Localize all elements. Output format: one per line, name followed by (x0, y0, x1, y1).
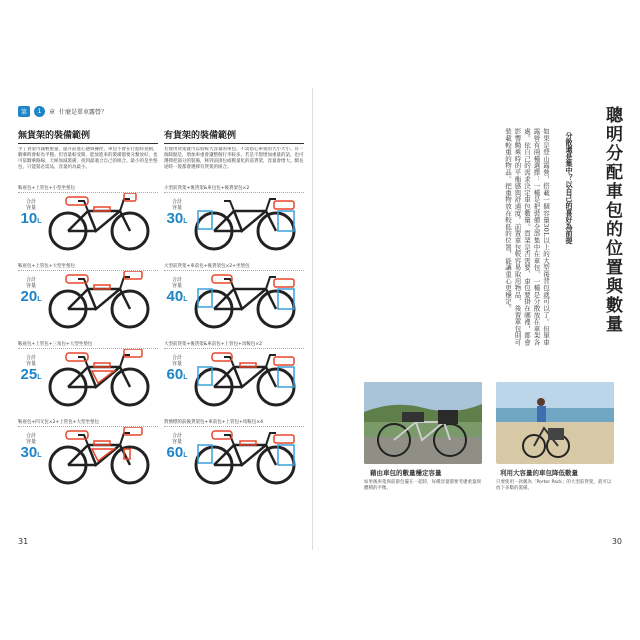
row-label: 鞍座包+上管包+大型坐墊包 (18, 263, 158, 271)
chapter-header (18, 106, 107, 117)
chapter-tab: 第 (18, 106, 30, 117)
photo2-caption: 利用大容量的車包降低數量 (500, 469, 578, 477)
capacity-head2: 容量 (171, 361, 182, 367)
bike-diagram-icon (44, 193, 154, 253)
photo1-caption: 藉由車包的數量穩定容量 (370, 469, 442, 477)
capacity-head2: 容量 (171, 439, 182, 445)
rack-column (164, 128, 304, 497)
row-label: 鞍座包+上管包+三角包+大型坐墊包 (18, 341, 158, 349)
article-body: 如果是登山露營，搭載一個容量30L以上的大型後背包就可以了。但單車露營有兩種選擇：一種是把裝備全部集中在車包，一種是分散放在車架各處。依自己的需求決定車包數量。貨架是否需要、車包要掛在哪裡，都會影響騎乘時的平衡感與舒適度。前置車包較容易取用物品，後置車包則可裝載較重的物品。把重物放在較低的位置，能讓重心更穩定。 (504, 128, 550, 346)
bike-diagram-icon (44, 349, 154, 409)
col2-title: 有貨架的裝備範例 (164, 128, 304, 144)
capacity-head2: 容量 (25, 205, 36, 211)
capacity-head2: 容量 (171, 205, 182, 211)
capacity-value: 60L (166, 444, 188, 461)
row-label: 大型前貨架+車前包+後貨架包×2+坐墊包 (164, 263, 304, 271)
capacity-head: 合計 (171, 199, 182, 205)
chapter-title: 什麼是單車露營？ (59, 109, 108, 116)
capacity-box (18, 433, 44, 464)
no-rack-column (18, 128, 158, 497)
capacity-head2: 容量 (25, 439, 36, 445)
capacity-head: 合計 (171, 433, 182, 439)
capacity-box (18, 277, 44, 308)
article-title: 聰明分配車包的位置與數量 (602, 106, 622, 334)
capacity-row (164, 185, 304, 263)
capacity-row (164, 263, 304, 341)
capacity-head2: 容量 (171, 283, 182, 289)
capacity-head: 合計 (25, 355, 36, 361)
capacity-box (18, 199, 44, 230)
page-number-left: 31 (18, 537, 29, 546)
bike-diagram-icon (190, 193, 300, 253)
capacity-value: 60L (166, 366, 188, 383)
capacity-head2: 容量 (25, 283, 36, 289)
bike-diagram-icon (190, 349, 300, 409)
col1-description: 少了貨架可減輕重量，提升前進心態與操控，車包不會在行進時晃動，騎乘時會較為平穩。但容量較受限，能放進來的裝備都要分類放好，也可依騎乘路線、天候加減裝備，找到最適合自己的組合。最小的是坐墊包，只能裝必需品，容量約為最小。 (18, 147, 158, 170)
row-label: 大型前貨架+後貨架&車前包+上管包+馬鞍包×2 (164, 341, 304, 349)
bike-diagram-icon (44, 271, 154, 331)
photo1-desc: 如果後車架與前掛包擺在一起時，每種容量都要考慮重量與體積的平衡。 (364, 480, 481, 491)
photo2-desc: 只要使用一款稱為「Porter Pack」的大型前貨架，就可以放下多數的裝備。 (496, 480, 612, 491)
photo-beach-rider (496, 382, 614, 464)
left-page (14, 88, 313, 550)
capacity-box (164, 277, 190, 308)
capacity-box (164, 199, 190, 230)
col2-description: 若使用貨架就可以將較大容量的車包、不需搭心車架的大小大小。有一個缺點是，增加車重會讓整個行李較多。若是不想增加重量的話，也可選擇把部分的裝備，移到前掛包或輕量化的前貨架，容量會增大。騎長途時一般都會選擇有貨架的組合。 (164, 147, 304, 170)
right-page (324, 88, 626, 550)
capacity-value: 30L (20, 444, 42, 461)
capacity-box (18, 355, 44, 386)
capacity-head: 合計 (25, 433, 36, 439)
row-label: 對號標的前後貨架包+車前包+上管包+馬鞍包×4 (164, 419, 304, 427)
capacity-row (164, 419, 304, 497)
bike-diagram-icon (44, 427, 154, 487)
capacity-value: 20L (20, 288, 42, 305)
article-subtitle: 分散還是集中？以自己的喜好為前提 (565, 132, 574, 244)
capacity-box (164, 355, 190, 386)
row-label: 小型前貨架+後貨架&車包包+後貨架包×2 (164, 185, 304, 193)
capacity-row (164, 341, 304, 419)
capacity-row (18, 419, 158, 497)
capacity-row (18, 185, 158, 263)
page-number-right: 30 (611, 537, 622, 546)
chapter-suffix: 章 (49, 109, 56, 116)
photo-loaded-bike (364, 382, 482, 464)
row-label: 鞍座包+四叉包×2+上管包+大型坐墊包 (18, 419, 158, 427)
bike-diagram-icon (190, 427, 300, 487)
capacity-head: 合計 (25, 277, 36, 283)
capacity-value: 10L (20, 210, 42, 227)
bike-diagram-icon (190, 271, 300, 331)
col1-title: 無貨架的裝備範例 (18, 128, 158, 144)
capacity-head2: 容量 (25, 361, 36, 367)
capacity-head: 合計 (171, 355, 182, 361)
row-label: 鞍座包+上管包+小型坐墊包 (18, 185, 158, 193)
capacity-row (18, 341, 158, 419)
chapter-number: 1 (34, 106, 45, 117)
capacity-head: 合計 (171, 277, 182, 283)
capacity-head: 合計 (25, 199, 36, 205)
capacity-value: 40L (166, 288, 188, 305)
capacity-value: 25L (20, 366, 42, 383)
capacity-box (164, 433, 190, 464)
capacity-value: 30L (166, 210, 188, 227)
capacity-row (18, 263, 158, 341)
